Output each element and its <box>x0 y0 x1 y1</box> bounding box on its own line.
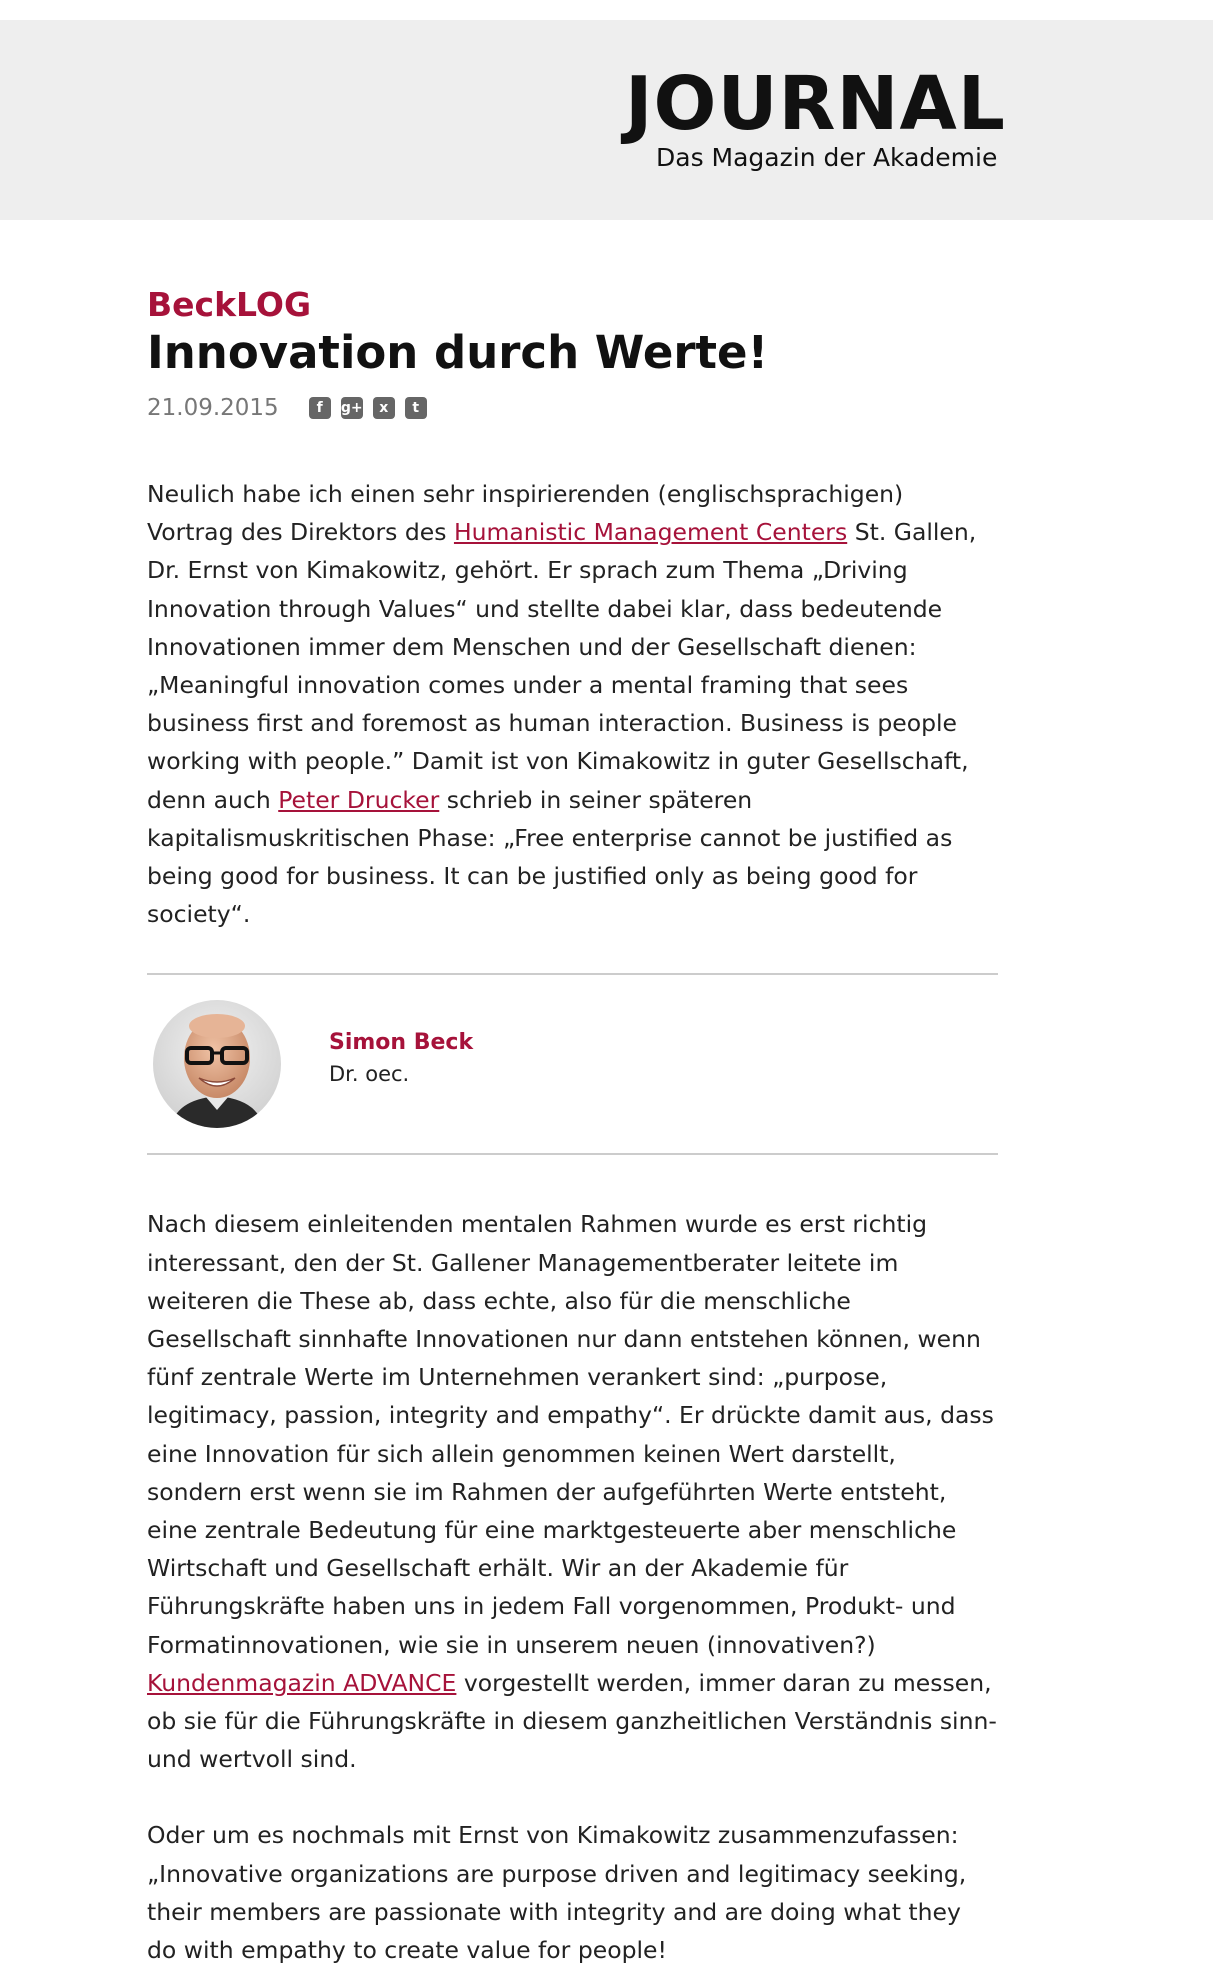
article <box>147 285 997 1969</box>
paragraph-text: St. Gallen, Dr. Ernst von Kimakowitz, gehört. Er sprach zum Thema „Driving Innovation through Values“ und stellte dabei klar, dass bedeutende Innovationen immer dem Menschen und der Gesellschaft dienen: „Meaningful innovation comes under a mental framing that sees business first and foremost as human interaction. Business is people working with people.” Damit ist von Kimakowitz in guter Gesellschaft, denn auch <box>147 518 977 814</box>
paragraph-text: Neulich habe ich einen sehr inspirierenden (englischsprachigen) Vortrag des Direktors des <box>147 480 904 547</box>
article-meta <box>147 393 997 423</box>
author-title: Dr. oec. <box>329 1062 410 1087</box>
paragraph-text: schrieb in seiner späteren kapitalismuskritischen Phase: „Free enterprise cannot be justified as being good for business. It can be justified only as being good for society“. <box>147 785 953 929</box>
kundenmagazin-advance-link[interactable]: Kundenmagazin ADVANCE <box>147 1668 457 1697</box>
site-header <box>0 20 1213 220</box>
author-portrait <box>153 1000 281 1128</box>
article-date: 21.09.2015 <box>147 395 279 421</box>
peter-drucker-link[interactable]: Peter Drucker <box>278 785 440 814</box>
facebook-icon[interactable]: f <box>309 397 331 419</box>
paragraph-text: vorgestellt werden, immer daran zu messen, ob sie für die Führungskräfte in diesem ganzheitlichen Verständnis sinn- und wertvoll sind. <box>147 1668 997 1774</box>
twitter-icon[interactable]: t <box>405 397 427 419</box>
article-paragraph-1 <box>147 475 997 933</box>
divider <box>147 1153 998 1155</box>
article-title: Innovation durch Werte! <box>147 326 769 379</box>
logo-title: JOURNAL <box>625 61 1006 147</box>
author-box <box>147 975 997 1153</box>
article-paragraph-2 <box>147 1205 997 1778</box>
humanistic-management-link[interactable]: Humanistic Management Centers <box>453 518 848 547</box>
article-paragraph-3: Oder um es nochmals mit Ernst von Kimakowitz zusammenzufassen: „Innovative organizations are purpose driven and legitimacy seeking, their members are passionate with integrity and are doing what they do with empathy to create value for people! <box>147 1821 967 1965</box>
journal-logo[interactable] <box>625 61 1006 173</box>
author-text <box>327 1027 473 1089</box>
author-name[interactable]: Simon Beck <box>329 1030 474 1056</box>
avatar <box>153 1000 281 1128</box>
google-plus-icon[interactable]: g+ <box>341 397 363 419</box>
paragraph-text: Nach diesem einleitenden mentalen Rahmen wurde es erst richtig interessant, den der St. Gallener Managementberater leitete im weiteren die These ab, dass echte, also für die menschliche Gesellschaft sinnhafte Innovationen nur dann entstehen können, wenn fünf zentrale Werte im Unternehmen verankert sind: „purpose, legitimacy, passion, integrity and empathy“. Er drückte damit aus, dass eine Innovation für sich allein genommen keinen Wert darstellt, sondern erst wenn sie im Rahmen der aufgeführten Werte entsteht, eine zentrale Bedeutung für eine marktgesteuerte aber menschliche Wirtschaft und Gesellschaft erhält. Wir an der Akademie für Führungskräfte haben uns in jedem Fall vorgenommen, Produkt- und Formatinnovationen, wie sie in unserem neuen (innovativen?) <box>147 1210 994 1659</box>
logo-subtitle: Das Magazin der Akademie <box>656 143 998 172</box>
article-kicker: BeckLOG <box>147 285 312 324</box>
xing-icon[interactable]: x <box>373 397 395 419</box>
